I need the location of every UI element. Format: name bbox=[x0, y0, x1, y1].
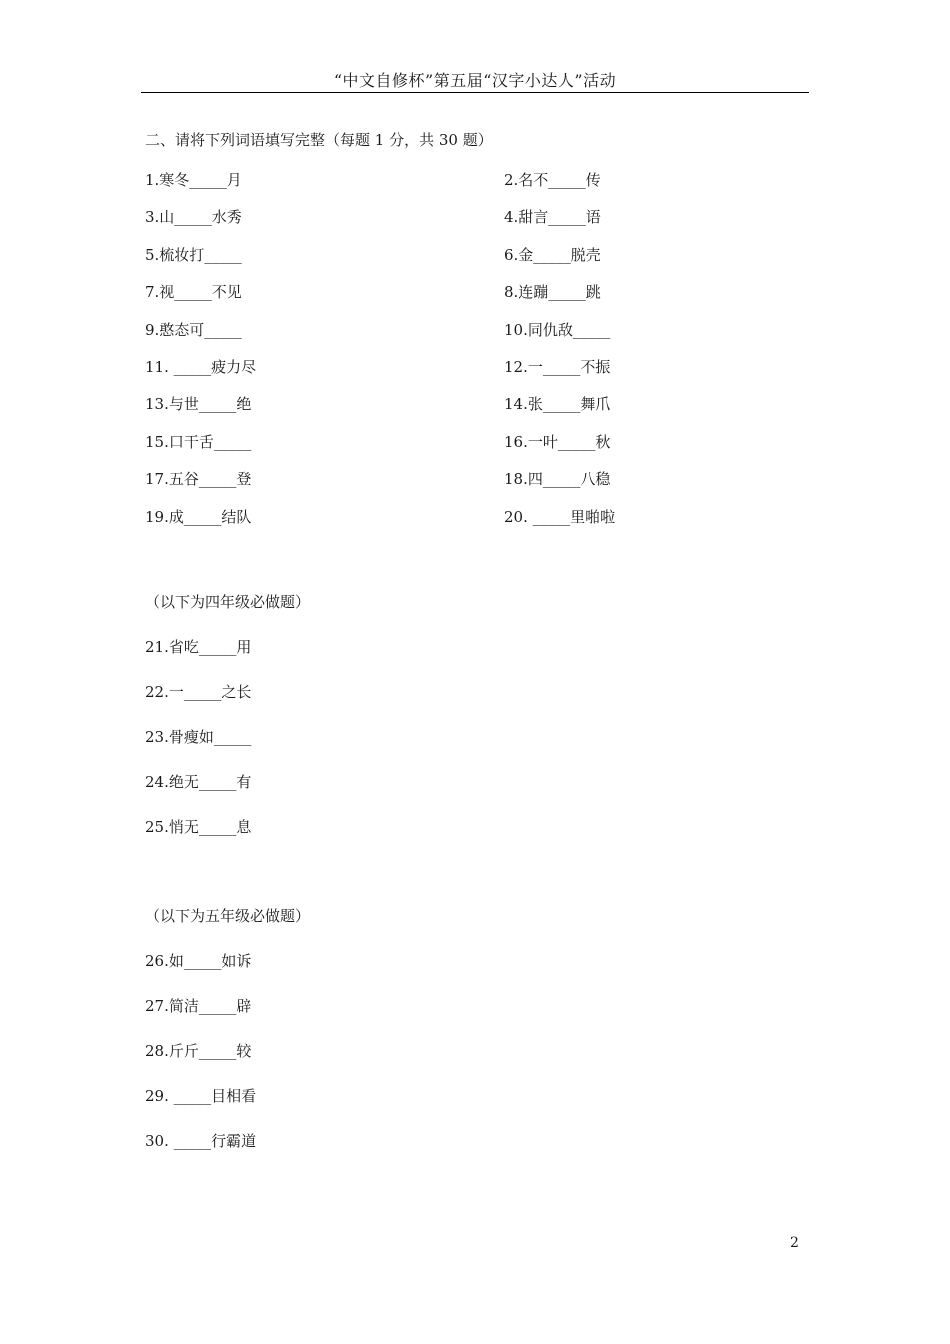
question-item: 10.同仇敌_____ bbox=[504, 320, 611, 339]
question-item: 22.一_____之长 bbox=[145, 683, 252, 701]
question-item: 26.如_____如诉 bbox=[145, 952, 252, 970]
question-item: 29. _____目相看 bbox=[145, 1087, 257, 1105]
question-item: 19.成_____结队 bbox=[145, 507, 252, 526]
question-item: 20. _____里啪啦 bbox=[504, 507, 616, 526]
question-item: 1.寒冬_____月 bbox=[145, 171, 242, 189]
question-item: 14.张_____舞爪 bbox=[504, 395, 611, 414]
question-item: 15.口干舌_____ bbox=[145, 432, 252, 451]
question-item: 24.绝无_____有 bbox=[145, 773, 252, 791]
question-item: 27.简洁_____辟 bbox=[145, 997, 252, 1015]
document-header-title: “中文自修杯”第五届“汉字小达人”活动 bbox=[333, 71, 617, 90]
grade4-note: （以下为四年级必做题） bbox=[145, 593, 311, 611]
question-item: 4.甜言_____语 bbox=[504, 208, 601, 227]
question-item: 17.五谷_____登 bbox=[145, 470, 252, 489]
question-item: 13.与世_____绝 bbox=[145, 395, 252, 414]
question-item: 30. _____行霸道 bbox=[145, 1132, 257, 1150]
question-item: 18.四_____八稳 bbox=[504, 470, 611, 489]
question-item: 2.名不_____传 bbox=[504, 171, 601, 189]
question-item: 9.憨态可_____ bbox=[145, 320, 242, 339]
question-item: 12.一_____不振 bbox=[504, 357, 611, 376]
question-item: 7.视_____不见 bbox=[145, 283, 242, 302]
question-item: 5.梳妆打_____ bbox=[145, 245, 242, 264]
question-item: 28.斤斤_____较 bbox=[145, 1042, 252, 1060]
question-grid bbox=[145, 170, 805, 544]
question-item: 25.悄无_____息 bbox=[145, 818, 252, 836]
question-item: 8.连蹦_____跳 bbox=[504, 283, 601, 302]
header-divider bbox=[141, 92, 809, 93]
question-item: 11. _____疲力尽 bbox=[145, 357, 257, 376]
grade5-note: （以下为五年级必做题） bbox=[145, 907, 311, 925]
grade5-section bbox=[145, 906, 310, 1176]
grade4-section bbox=[145, 592, 310, 862]
question-item: 16.一叶_____秋 bbox=[504, 432, 611, 451]
question-item: 3.山_____水秀 bbox=[145, 208, 242, 227]
question-item: 23.骨瘦如_____ bbox=[145, 728, 252, 746]
section-heading: 二、请将下列词语填写完整（每题 1 分，共 30 题） bbox=[145, 131, 493, 149]
question-item: 6.金_____脱壳 bbox=[504, 245, 601, 264]
page-number: 2 bbox=[790, 1235, 799, 1251]
question-item: 21.省吃_____用 bbox=[145, 638, 252, 656]
